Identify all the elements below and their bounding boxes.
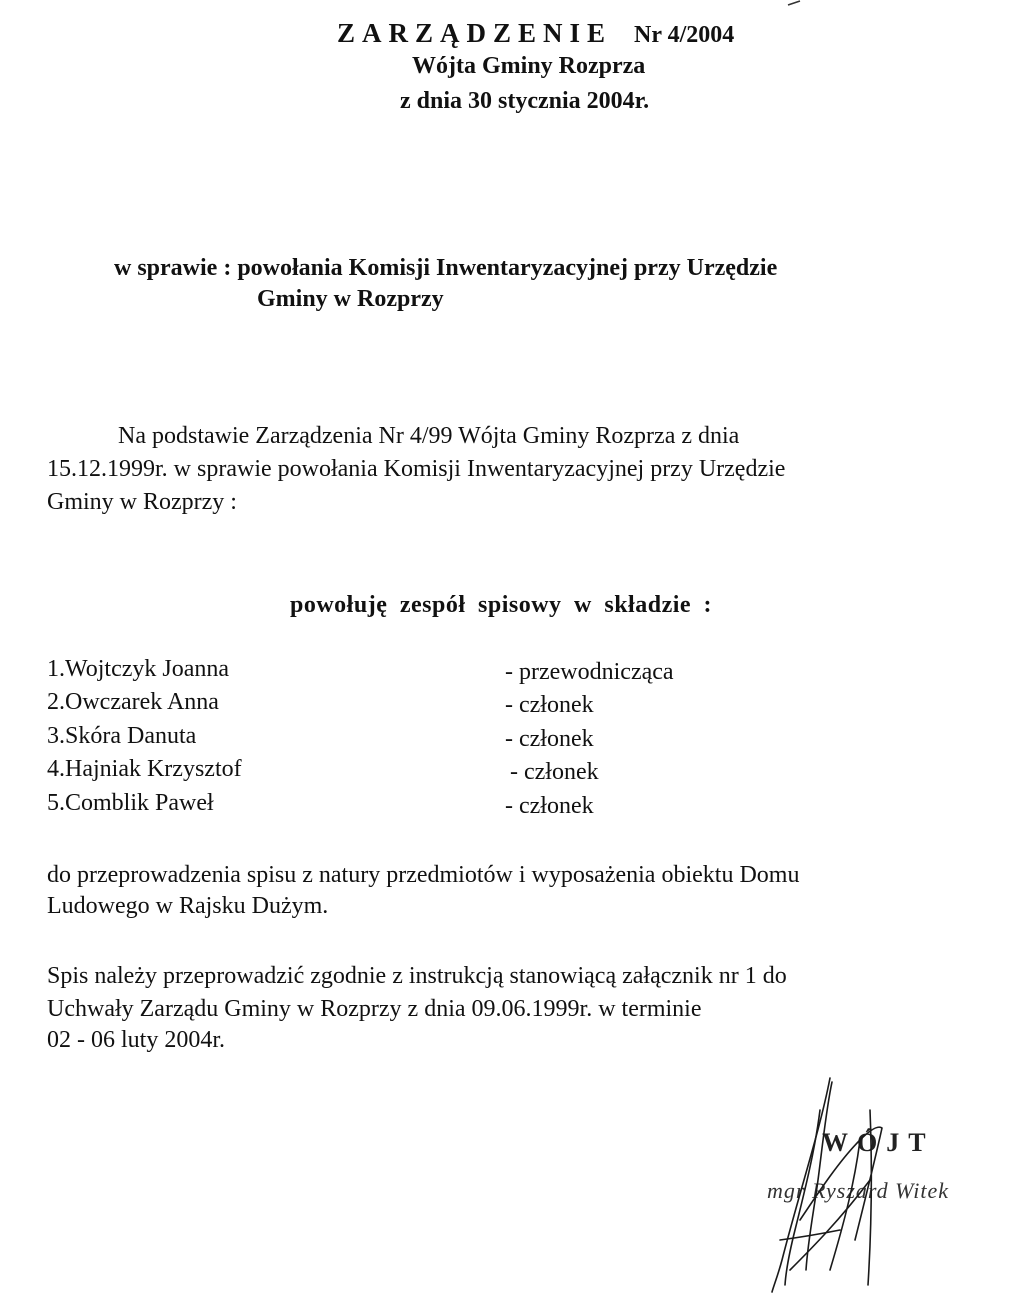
instruction-line-3: 02 - 06 luty 2004r.	[47, 1027, 225, 1053]
purpose-line-1: do przeprowadzenia spisu z natury przedmiotów i wyposażenia obiektu Domu	[47, 862, 800, 888]
member-role: - członek	[505, 692, 594, 718]
basis-line-2: 15.12.1999r. w sprawie powołania Komisji Inwentaryzacyjnej przy Urzędzie	[47, 456, 786, 482]
member-role: - członek	[505, 793, 594, 819]
document-title	[337, 18, 734, 49]
instruction-line-2: Uchwały Zarządu Gminy w Rozprzy z dnia 09.06.1999r. w terminie	[47, 996, 702, 1022]
member-name: 2.Owczarek Anna	[47, 689, 219, 715]
member-name: 1.Wojtczyk Joanna	[47, 656, 230, 682]
member-role: - członek	[505, 726, 594, 752]
appointment-heading-text: powołuję zespół spisowy w składzie :	[290, 592, 713, 618]
member-name: 3.Skóra Danuta	[47, 723, 197, 749]
basis-line-3: Gminy w Rozprzy :	[47, 489, 237, 515]
date-line: z dnia 30 stycznia 2004r.	[400, 88, 650, 114]
title-number: Nr 4/2004	[634, 22, 735, 48]
purpose-line-2: Ludowego w Rajsku Dużym.	[47, 893, 329, 919]
signature-scribble	[760, 1070, 920, 1300]
member-name: 4.Hajniak Krzysztof	[47, 756, 242, 782]
issuer-line: Wójta Gminy Rozprza	[412, 53, 646, 79]
appointment-heading	[290, 592, 712, 619]
subject-line-1: w sprawie : powołania Komisji Inwentaryzacyjnej przy Urzędzie	[114, 255, 778, 281]
member-role: - członek	[510, 759, 599, 785]
stamp-title: WÓJT	[822, 1128, 935, 1157]
member-name: 5.Comblik Paweł	[47, 790, 214, 816]
basis-line-1: Na podstawie Zarządzenia Nr 4/99 Wójta Gminy Rozprza z dnia	[118, 423, 740, 449]
stamp-name: mgr Ryszard Witek	[767, 1178, 949, 1203]
scan-mark-icon	[787, 0, 801, 6]
subject-line-2: Gminy w Rozprzy	[257, 286, 444, 312]
title-word: ZARZĄDZENIE	[337, 18, 613, 48]
instruction-line-1: Spis należy przeprowadzić zgodnie z instrukcją stanowiącą załącznik nr 1 do	[47, 963, 787, 989]
member-role: - przewodnicząca	[505, 659, 674, 685]
